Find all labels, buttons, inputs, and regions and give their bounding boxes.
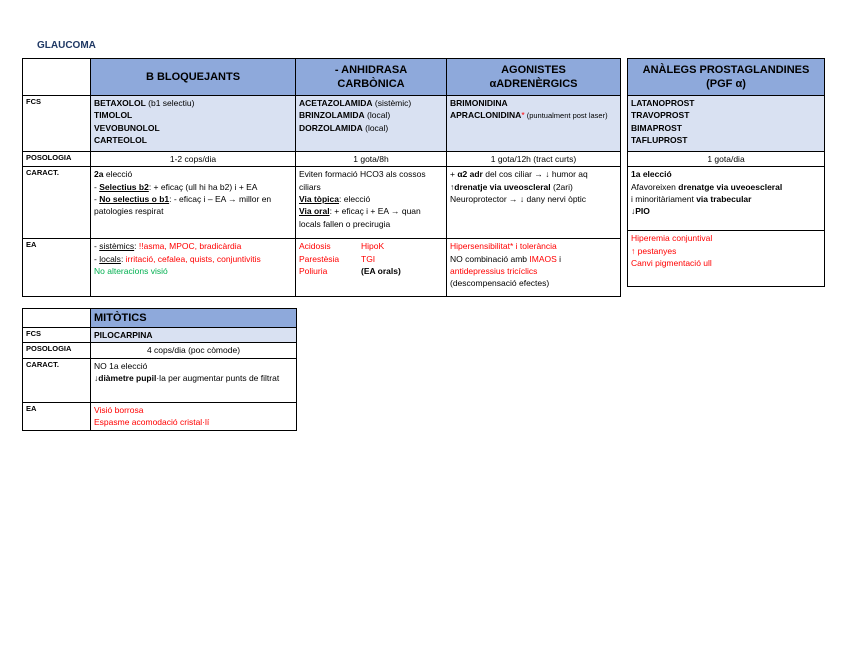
page-title: GLAUCOMA (37, 40, 96, 51)
fcs-mitotics: PILOCARPINA (91, 328, 297, 343)
posologia-mitotics: 4 cops/dia (poc còmode) (91, 343, 297, 358)
caract-anhidrasa: Eviten formació HCO3 als cossos ciliars Via tòpica: elecció Via oral: + eficaç i + EA → quan locals fallen o precirugia (296, 167, 447, 239)
header-anhidrasa: - ANHIDRASA CARBÒNICA (296, 59, 447, 96)
ea-agonistes: Hipersensibilitat* i tolerància NO combinació amb IMAOS i antidepressius tricíclics (descompensació efectes) (447, 239, 621, 297)
ea-anhidrasa: Acidosis HipoK Parestèsia TGI Poliuria (EA orals) (296, 239, 447, 297)
caract-mitotics: NO 1a elecció ↓diàmetre pupil·la per augmentar punts de filtrat (91, 358, 297, 402)
corner-cell (23, 59, 91, 96)
fcs-prostaglandines: LATANOPROST TRAVOPROST BIMAPROST TAFLUPROST (628, 96, 825, 152)
row-label-caract: CARACT. (23, 167, 91, 239)
caract-prostaglandines: 1a elecció Afavoreixen drenatge via uveoescleral i minoritàriament via trabecular ↓PIO (628, 167, 825, 231)
fcs-agonistes: BRIMONIDINA APRACLONIDINA* (puntualment post laser) (447, 96, 621, 152)
mitotics-label-posologia: POSOLOGIA (23, 343, 91, 358)
header-agonistes: AGONISTES αADRENÈRGICS (447, 59, 621, 96)
posologia-b: 1-2 cops/dia (91, 152, 296, 167)
posologia-anhidrasa: 1 gota/8h (296, 152, 447, 167)
row-label-fcs: FCS (23, 96, 91, 152)
row-label-ea: EA (23, 239, 91, 297)
mitotics-label-fcs: FCS (23, 328, 91, 343)
ea-b: - sistèmics: !!asma, MPOC, bradicàrdia - locals: irritació, cefalea, quists, conjuntivitis No alteracions visió (91, 239, 296, 297)
prostaglandines-table (627, 58, 825, 287)
header-b-bloquejants: B BLOQUEJANTS (91, 59, 296, 96)
caract-agonistes: + α2 adr del cos ciliar → ↓ humor aq ↑drenatje via uveoscleral (2ari) Neuroprotector → ↓ dany nervi òptic (447, 167, 621, 239)
mitotics-label-ea: EA (23, 402, 91, 430)
header-prostaglandines: ANÀLEGS PROSTAGLANDINES (PGF α) (628, 59, 825, 96)
caract-b: 2a elecció - Selectius b2: + eficaç (ull hi ha b2) i + EA - No selectius o b1: - eficaç i – EA → millor en patologies respirat (91, 167, 296, 239)
main-table (22, 58, 621, 297)
posologia-prostaglandines: 1 gota/dia (628, 152, 825, 167)
header-mitotics: MITÒTICS (91, 309, 297, 328)
mitotics-label-caract: CARACT. (23, 358, 91, 402)
mitotics-corner-cell (23, 309, 91, 328)
posologia-agonistes: 1 gota/12h (tract curts) (447, 152, 621, 167)
row-label-posologia: POSOLOGIA (23, 152, 91, 167)
ea-mitotics: Visió borrosa Espasme acomodació cristal·lí (91, 402, 297, 430)
fcs-anhidrasa: ACETAZOLAMIDA (sistèmic) BRINZOLAMIDA (local) DORZOLAMIDA (local) (296, 96, 447, 152)
ea-prostaglandines: Hiperemia conjuntival ↑ pestanyes Canvi pigmentació ull (628, 231, 825, 287)
mitotics-table (22, 308, 297, 431)
fcs-b: BETAXOLOL (b1 selectiu) TIMOLOL VEVOBUNOLOL CARTEOLOL (91, 96, 296, 152)
